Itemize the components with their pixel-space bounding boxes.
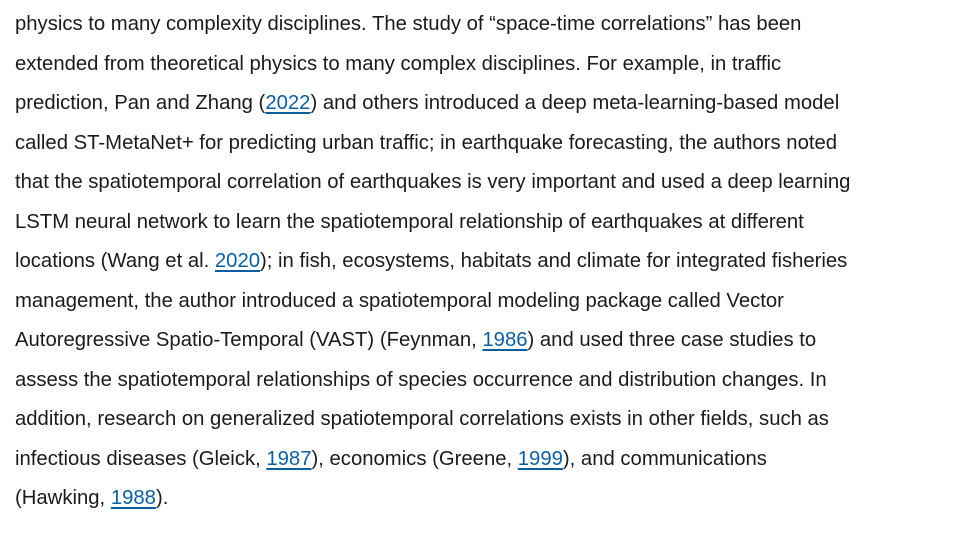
citation-link-hawking-1988[interactable]: 1988 [110,487,156,509]
text-line [15,45,955,85]
text-line [15,5,955,45]
text-line [15,282,955,322]
text-segment: ) and others introduced a deep meta-learning-based model [310,92,840,114]
citation-link-pan-zhang-2022[interactable]: 2022 [265,92,311,114]
text-line [15,84,955,124]
citation-link-greene-1999[interactable]: 1999 [517,447,563,470]
text-line [15,400,955,440]
text-line [15,321,955,361]
text-line [15,242,955,282]
article-body [15,5,955,519]
text-segment: that the spatiotemporal correlation of earthquakes is very important and used a deep learning [15,171,851,193]
text-line [15,124,955,164]
text-segment: physics to many complexity disciplines. The study of “space-time correlations” has been [15,13,802,35]
text-line [15,163,955,203]
text-segment: ); in fish, ecosystems, habitats and climate for integrated fisheries [260,250,848,272]
text-segment: management, the author introduced a spatiotemporal modeling package called Vector [15,289,784,312]
text-segment: prediction, Pan and Zhang ( [15,92,266,114]
text-segment: Autoregressive Spatio-Temporal (VAST) (Feynman, [15,329,483,351]
text-segment: ), economics (Greene, [311,447,518,470]
text-segment: ). [155,487,169,509]
text-line [15,440,955,480]
text-segment: assess the spatiotemporal relationships of species occurrence and distribution changes. In [15,368,827,391]
text-segment: called ST-MetaNet+ for predicting urban traffic; in earthquake forecasting, the authors noted [15,131,838,154]
text-segment: addition, research on generalized spatiotemporal correlations exists in other fields, such as [15,408,829,430]
text-segment: locations (Wang et al. [15,250,215,272]
text-segment: (Hawking, [15,487,111,509]
citation-link-gleick-1987[interactable]: 1987 [266,447,312,470]
text-line [15,203,955,243]
text-line [15,361,955,401]
text-segment: ), and communications [562,447,767,470]
citation-link-feynman-1986[interactable]: 1986 [482,329,528,351]
body-paragraph [15,5,955,519]
text-line [15,479,955,519]
text-segment: extended from theoretical physics to many complex disciplines. For example, in traffic [15,52,782,75]
text-segment: LSTM neural network to learn the spatiotemporal relationship of earthquakes at different [15,210,804,233]
citation-link-wang-2020[interactable]: 2020 [214,250,261,272]
text-segment: ) and used three case studies to [527,329,817,351]
text-segment: infectious diseases (Gleick, [15,447,267,470]
